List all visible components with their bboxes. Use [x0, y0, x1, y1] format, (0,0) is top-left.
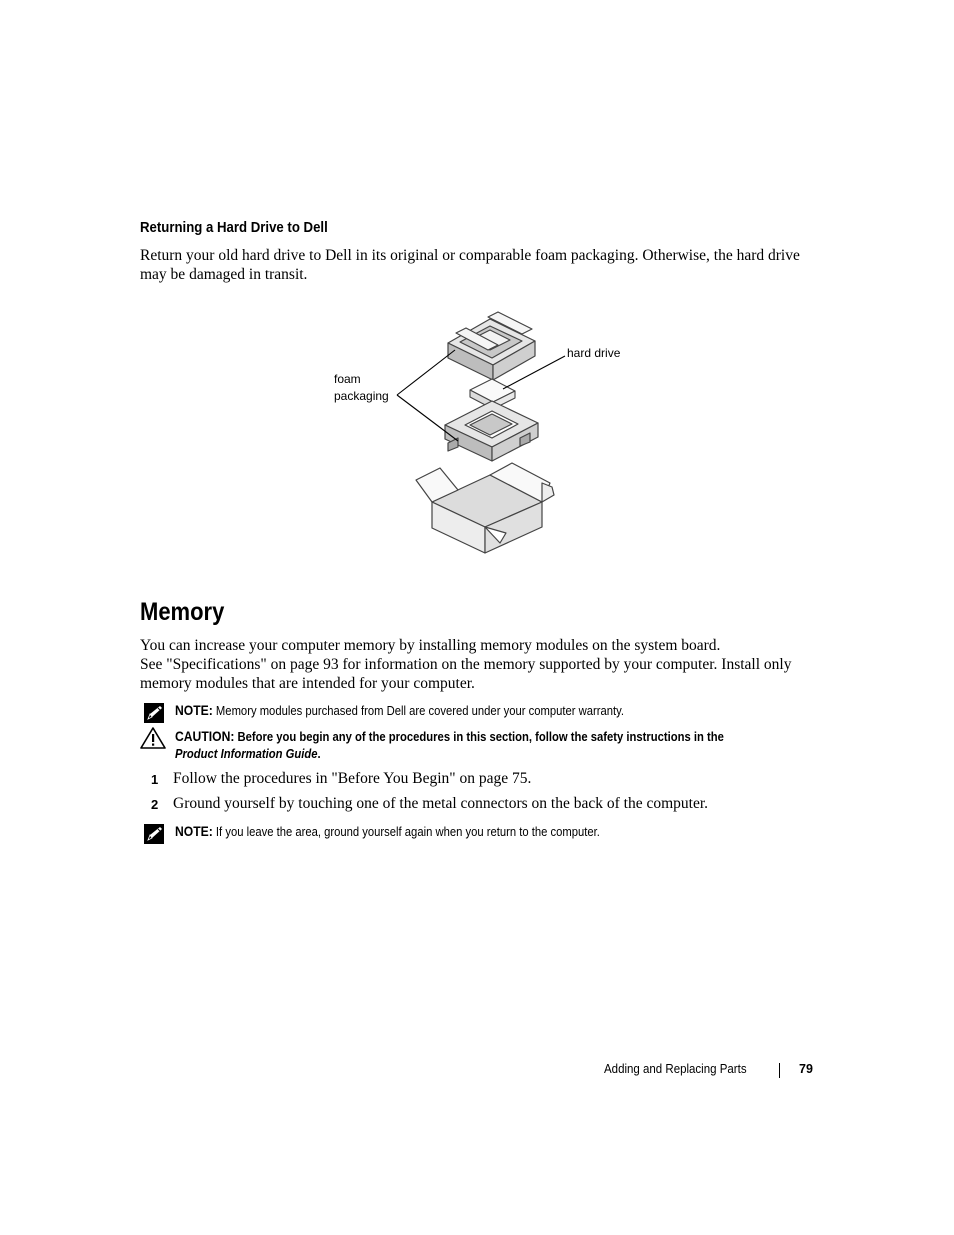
caution-lead: CAUTION:: [175, 729, 235, 744]
step-text: Ground yourself by touching one of the metal connectors on the back of the computer.: [173, 795, 709, 812]
label-hard-drive: hard drive: [567, 346, 621, 360]
packaging-illustration: [320, 305, 640, 560]
note-pencil-icon: [140, 702, 166, 724]
caution-guide-title: Product Information Guide: [175, 747, 318, 761]
memory-intro-line2: See "Specifications" on page 93 for information on the memory supported by your computer. Install only memory modules that are intended for your computer.: [140, 656, 792, 692]
packaging-diagram: [320, 305, 640, 560]
step-1: [140, 769, 820, 789]
memory-intro: [140, 636, 810, 693]
note-warranty: [140, 702, 820, 724]
note-pencil-icon: [140, 823, 166, 845]
note-text: Memory modules purchased from Dell are covered under your computer warranty.: [215, 704, 625, 718]
caution-text: Before you begin any of the procedures in this section, follow the safety instructions in the: [237, 730, 724, 744]
section-subheading: Returning a Hard Drive to Dell: [140, 219, 328, 236]
step-number: 2: [151, 797, 159, 812]
label-packaging: packaging: [334, 389, 389, 403]
memory-heading: Memory: [140, 598, 225, 626]
footer-divider: [779, 1063, 780, 1078]
caution-end: .: [317, 747, 321, 761]
caution-warning-icon: [140, 727, 166, 749]
note-text: If you leave the area, ground yourself again when you return to the computer.: [215, 825, 600, 839]
return-paragraph: Return your old hard drive to Dell in its original or comparable foam packaging. Otherwise, the hard drive may be damaged in transit.: [140, 247, 800, 283]
caution-notice: [140, 728, 820, 764]
step-number: 1: [151, 772, 159, 787]
note-grounding: [140, 823, 820, 845]
label-foam: foam: [334, 372, 361, 386]
step-2: [140, 794, 820, 814]
footer-title-text: Adding and Replacing Parts: [604, 1062, 747, 1076]
note-lead: NOTE:: [175, 824, 213, 839]
memory-intro-line1: You can increase your computer memory by installing memory modules on the system board.: [140, 637, 721, 654]
page-number: 79: [799, 1062, 813, 1076]
note-lead: NOTE:: [175, 703, 213, 718]
footer-section-title: [604, 1062, 759, 1076]
step-text: Follow the procedures in "Before You Begin" on page 75.: [173, 770, 532, 787]
